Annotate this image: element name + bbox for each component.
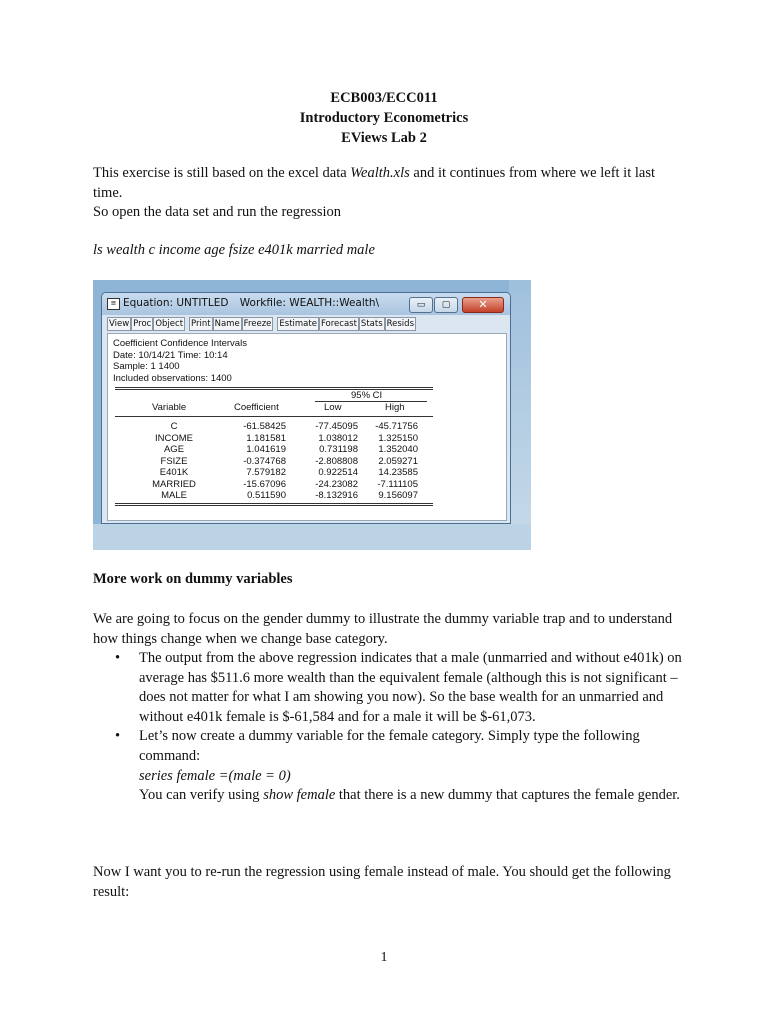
closing-paragraph: Now I want you to re-run the regression using female instead of male. You should get the following result: xyxy=(93,864,671,900)
table-row: AGE 1.041619 0.731198 1.352040 xyxy=(163,444,418,455)
view-button[interactable]: View xyxy=(109,319,130,329)
close-icon[interactable]: ✕ xyxy=(462,297,504,313)
female-command: series female =(male = 0) xyxy=(139,767,291,784)
table-rule-bottom-2 xyxy=(115,505,433,506)
table-row: E401K 7.579182 0.922514 14.23585 xyxy=(159,467,418,478)
intro-text-2: So open the data set and run the regression xyxy=(93,204,342,220)
output-date: Date: 10/14/21 Time: 10:14 xyxy=(113,349,228,361)
table-rule-top-2 xyxy=(115,389,433,390)
ci-header: 95% CI xyxy=(351,390,383,401)
data-file-name: Wealth.xls xyxy=(350,165,410,181)
maximize-icon[interactable]: ▢ xyxy=(434,297,458,313)
bullet-list xyxy=(93,649,683,806)
equation-title: Equation: UNTITLED xyxy=(123,297,229,309)
table-rule-mid xyxy=(115,416,433,417)
output-header xyxy=(113,338,247,384)
minimize-icon[interactable]: ▭ xyxy=(409,297,433,313)
eviews-screenshot xyxy=(93,280,531,550)
table-row: FSIZE -0.374768 -2.808808 2.059271 xyxy=(160,455,418,467)
name-button[interactable]: Name xyxy=(214,319,240,329)
bullet-2-verify-b: that there is a new dummy that captures the female gender. xyxy=(335,787,680,804)
course-name: Introductory Econometrics xyxy=(299,110,469,126)
list-item xyxy=(93,649,683,727)
course-code: ECB003/ECC011 xyxy=(330,90,438,106)
table-row: MALE 0.511590 -8.132916 9.156097 xyxy=(161,490,418,501)
forecast-button[interactable]: Forecast xyxy=(320,319,357,329)
title-block xyxy=(0,88,768,148)
regression-command xyxy=(93,241,683,261)
section-heading: More work on dummy variables xyxy=(93,571,293,587)
table-rule-bottom xyxy=(115,503,433,504)
header-coefficient: Coefficient xyxy=(234,402,279,413)
show-female-command: show female xyxy=(263,787,336,804)
object-button[interactable]: Object xyxy=(155,319,184,329)
output-title: Coefficient Confidence Intervals xyxy=(113,338,247,349)
output-pane[interactable] xyxy=(107,333,507,521)
page-number: 1 xyxy=(380,950,388,965)
window-title xyxy=(123,297,387,309)
bullet-2-verify-a: You can verify using xyxy=(139,787,264,804)
workfile-title: Workfile: WEALTH::Wealth\ xyxy=(239,297,380,309)
equation-toolbar xyxy=(107,317,416,331)
intro-paragraph xyxy=(93,164,683,223)
resids-button[interactable]: Resids xyxy=(386,319,414,329)
estimate-button[interactable]: Estimate xyxy=(279,319,317,329)
bullet-2-text: Let’s now create a dummy variable for the female category. Simply type the following command: xyxy=(139,728,640,764)
output-sample: Sample: 1 1400 xyxy=(113,361,180,372)
print-button[interactable]: Print xyxy=(191,319,211,329)
header-high: High xyxy=(385,402,405,413)
output-observations: Included observations: 1400 xyxy=(113,372,232,384)
lab-title: EViews Lab 2 xyxy=(341,130,427,146)
header-variable: Variable xyxy=(152,402,187,413)
equation-window xyxy=(101,292,511,524)
background-desktop xyxy=(509,280,531,550)
freeze-button[interactable]: Freeze xyxy=(243,319,272,329)
table-row: MARRIED -15.67096 -24.23082 -7.111105 xyxy=(152,478,418,490)
section-intro-paragraph: We are going to focus on the gender dummy to illustrate the dummy variable trap and to understand how things change when we change base category. xyxy=(93,611,673,647)
background-desktop-bottom xyxy=(93,524,531,550)
header-low: Low xyxy=(324,402,342,413)
intro-text-a: This exercise is still based on the excel data xyxy=(93,165,351,181)
stats-button[interactable]: Stats xyxy=(360,319,383,329)
command-text: ls wealth c income age fsize e401k married male xyxy=(93,242,375,258)
system-menu-icon[interactable]: ≡ xyxy=(107,298,120,310)
bullet-1-text: The output from the above regression indicates that a male (unmarried and without e401k) on average has $511.6 more wealth than the equivalent female (although this is not significant – does not matter for what I am showing you now). So the base wealth for an unmarried and without e401k female is $-61,584 and for a male it will be $-61,073. xyxy=(139,650,682,725)
table-row: C -61.58425 -77.45095 -45.71756 xyxy=(170,421,418,432)
list-item xyxy=(93,727,683,805)
intro-text-b: and it continues from where we left it last time. xyxy=(93,165,655,201)
table-row: INCOME 1.181581 1.038012 1.325150 xyxy=(155,432,418,444)
proc-button[interactable]: Proc xyxy=(133,319,152,329)
table-rule-top xyxy=(115,387,433,388)
window-titlebar[interactable] xyxy=(102,293,510,315)
